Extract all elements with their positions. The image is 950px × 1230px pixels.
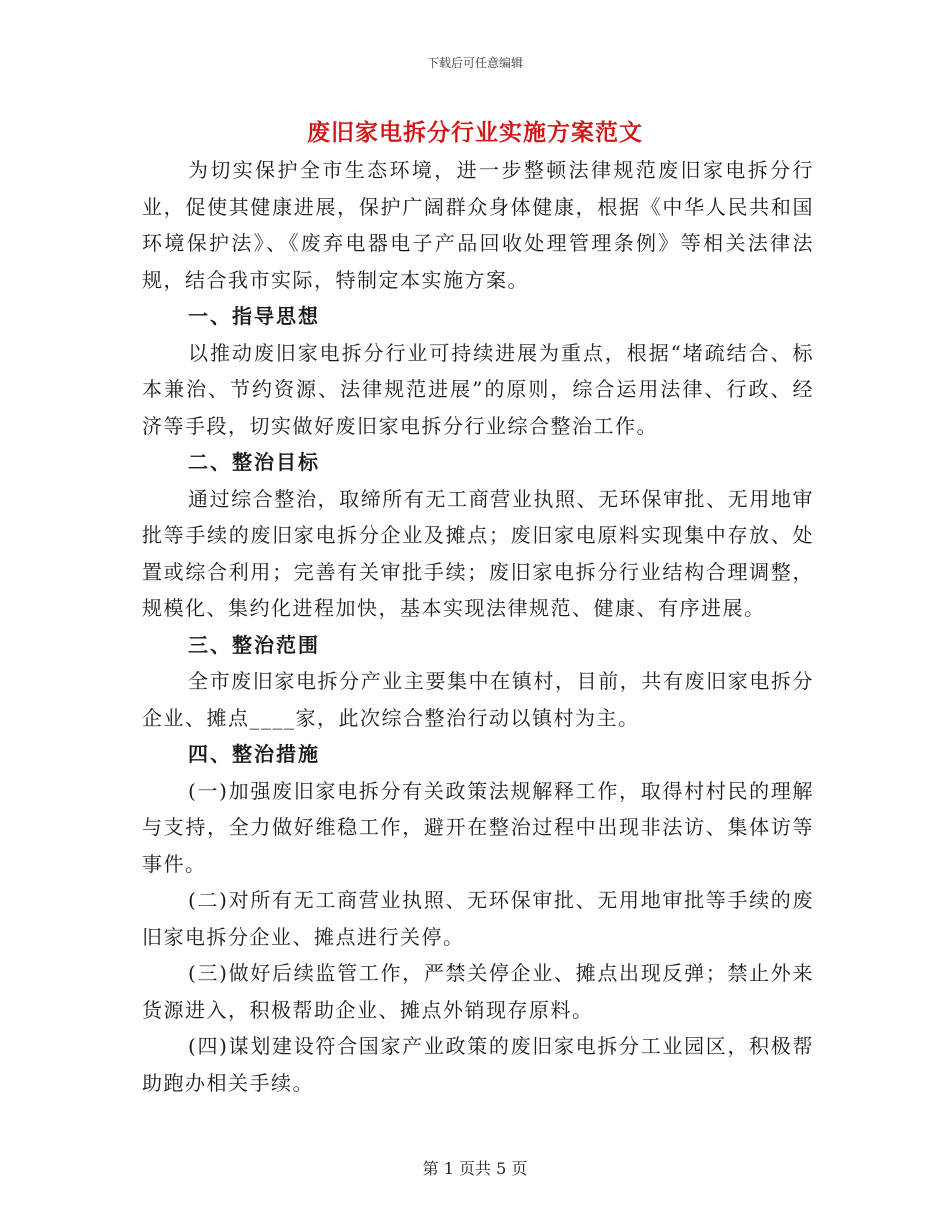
document-title: 废旧家电拆分行业实施方案范文 <box>307 119 643 146</box>
intro-paragraph: 为切实保护全市生态环境，进一步整顿法律规范废旧家电拆分行业，促使其健康进展，保护广阔群众身体健康，根据《中华人民共和国环境保护法》、《废弃电器电子产品回收处理管理条例》等相关法律法规，结合我市实际，特制定本实施方案。 <box>142 158 814 292</box>
measure-paragraph: (二)对所有无工商营业执照、无环保审批、无用地审批等手续的废旧家电拆分企业、摊点进行关停。 <box>142 888 814 949</box>
section-paragraph: 通过综合整治，取缔所有无工商营业执照、无环保审批、无用地审批等手续的废旧家电拆分企业及摊点；废旧家电原料实现集中存放、处置或综合利用；完善有关审批手续；废旧家电拆分行业结构合理调整，规模化、集约化进程加快，基本实现法律规范、健康、有序进展。 <box>142 486 814 620</box>
section-heading: 一、指导思想 <box>188 304 320 328</box>
section-paragraph: 全市废旧家电拆分产业主要集中在镇村，目前，共有废旧家电拆分企业、摊点____家，此次综合整治行动以镇村为主。 <box>142 669 814 730</box>
measure-paragraph: (一)加强废旧家电拆分有关政策法规解释工作，取得村村民的理解与支持，全力做好维稳工作，避开在整治过程中出现非法访、集体访等事件。 <box>142 778 814 876</box>
page-number: 第 1 页共 5 页 <box>422 1159 528 1178</box>
measure-paragraph: (三)做好后续监管工作，严禁关停企业、摊点出现反弹；禁止外来货源进入，积极帮助企业、摊点外销现存原料。 <box>142 961 814 1022</box>
header-note: 下载后可任意编辑 <box>426 56 523 70</box>
section-paragraph: 以推动废旧家电拆分行业可持续进展为重点，根据“堵疏结合、标本兼治、节约资源、法律规范进展”的原则，综合运用法律、行政、经济等手段，切实做好废旧家电拆分行业综合整治工作。 <box>142 340 814 438</box>
section-heading: 二、整治目标 <box>188 450 320 474</box>
measure-paragraph: (四)谋划建设符合国家产业政策的废旧家电拆分工业园区，积极帮助跑办相关手续。 <box>142 1034 814 1095</box>
section-heading: 四、整治措施 <box>188 742 320 766</box>
section-heading: 三、整治范围 <box>188 632 320 657</box>
document-body <box>142 152 814 1101</box>
